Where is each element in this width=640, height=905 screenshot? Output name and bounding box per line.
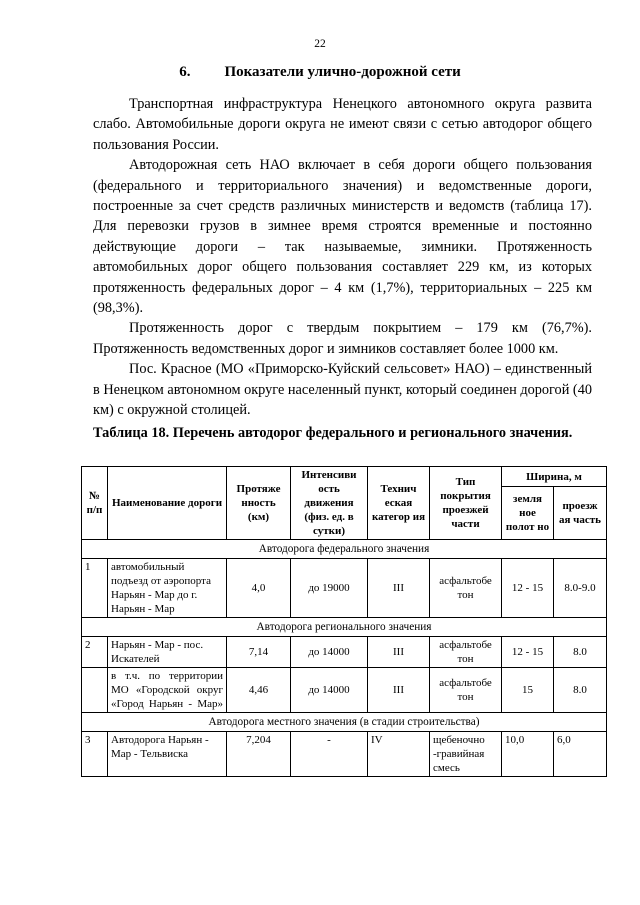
table-row — [82, 637, 607, 668]
cell-length: 7,204 — [227, 732, 291, 777]
cell-num: 2 — [82, 637, 108, 668]
header-name: Наименование дороги — [108, 467, 227, 540]
cell-width-road: 8.0-9.0 — [554, 559, 607, 618]
cell-name: Автодорога Нарьян - Мар - Тельвиска — [108, 732, 227, 777]
cell-num: 3 — [82, 732, 108, 777]
header-category: Технич еская категор ия — [368, 467, 430, 540]
header-width-earth: земля ное полот но — [502, 487, 554, 540]
page-number: 22 — [314, 38, 326, 50]
cell-category: III — [368, 668, 430, 713]
cell-width-earth: 15 — [502, 668, 554, 713]
group-row-local — [82, 713, 607, 732]
cell-name: Нарьян - Мар - пос. Искателей — [108, 637, 227, 668]
header-width: Ширина, м — [502, 467, 607, 487]
header-surface: Тип покрытия проезжей части — [430, 467, 502, 540]
cell-num: 1 — [82, 559, 108, 618]
header-intensity: Интенсиви ость движения (физ. ед. в сутки) — [291, 467, 368, 540]
cell-surface: щебеночно -гравийная смесь — [430, 732, 502, 777]
roads-table — [81, 466, 607, 777]
cell-category: IV — [368, 732, 430, 777]
cell-num — [82, 668, 108, 713]
header-length: Протяже нность (км) — [227, 467, 291, 540]
cell-category: III — [368, 637, 430, 668]
header-num: № п/п — [82, 467, 108, 540]
cell-intensity: до 14000 — [291, 668, 368, 713]
paragraph: Транспортная инфраструктура Ненецкого автономного округа развита слабо. Автомобильные дороги округа не имеют связи с сетью автодорог общего пользования России. — [93, 96, 592, 153]
paragraph: Автодорожная сеть НАО включает в себя дороги общего пользования (федерального и территориального значения) и ведомственные дороги, построенные за счет средств различных министерств и ведомств (таблица 17). Для перевозки грузов в зимнее время строятся временные и постоянно действующие дороги – так называемые, зимники. Протяженность автомобильных дорог общего пользования составляет 229 км, из которых протяженность федеральных дорог – 4 км (1,7%), территориальных – 225 км (98,3%). — [93, 157, 592, 317]
body-text — [93, 94, 592, 421]
paragraph: Пос. Красное (МО «Приморско-Куйский сельсовет» НАО) – единственный в Ненецком автономном округе населенный пункт, который соединен дорогой (40 км) с окружной столицей. — [93, 361, 592, 419]
cell-length: 7,14 — [227, 637, 291, 668]
cell-surface: асфальтобе тон — [430, 559, 502, 618]
group-row-regional — [82, 618, 607, 637]
section-title: Показатели улично-дорожной сети — [224, 64, 461, 80]
group-row-federal — [82, 540, 607, 559]
cell-intensity: до 19000 — [291, 559, 368, 618]
section-number: 6. — [179, 64, 191, 80]
paragraph: Протяженность дорог с твердым покрытием – 179 км (76,7%). Протяженность ведомственных дорог и зимников составляет более 1000 км. — [93, 320, 592, 357]
cell-width-earth: 12 - 15 — [502, 559, 554, 618]
table-row — [82, 668, 607, 713]
cell-surface: асфальтобе тон — [430, 668, 502, 713]
cell-width-road: 8.0 — [554, 637, 607, 668]
group-title: Автодорога регионального значения — [82, 618, 607, 637]
cell-intensity: - — [291, 732, 368, 777]
table-row — [82, 559, 607, 618]
cell-width-road: 6,0 — [554, 732, 607, 777]
group-title: Автодорога федерального значения — [82, 540, 607, 559]
cell-length: 4,46 — [227, 668, 291, 713]
cell-category: III — [368, 559, 430, 618]
cell-width-earth: 12 - 15 — [502, 637, 554, 668]
cell-name: автомобильный подъезд от аэропорта Нарьян - Мар до г. Нарьян - Мар — [108, 559, 227, 618]
table-caption: Таблица 18. Перечень автодорог федерального и регионального значения. — [93, 425, 573, 441]
cell-surface: асфальтобе тон — [430, 637, 502, 668]
cell-name: в т.ч. по территории МО «Городской округ «Город Нарьян - Мар» — [108, 668, 227, 713]
section-heading — [0, 64, 640, 81]
table-row — [82, 732, 607, 777]
cell-width-earth: 10,0 — [502, 732, 554, 777]
header-width-road: проезж ая часть — [554, 487, 607, 540]
cell-width-road: 8.0 — [554, 668, 607, 713]
group-title: Автодорога местного значения (в стадии строительства) — [82, 713, 607, 732]
cell-length: 4,0 — [227, 559, 291, 618]
cell-intensity: до 14000 — [291, 637, 368, 668]
